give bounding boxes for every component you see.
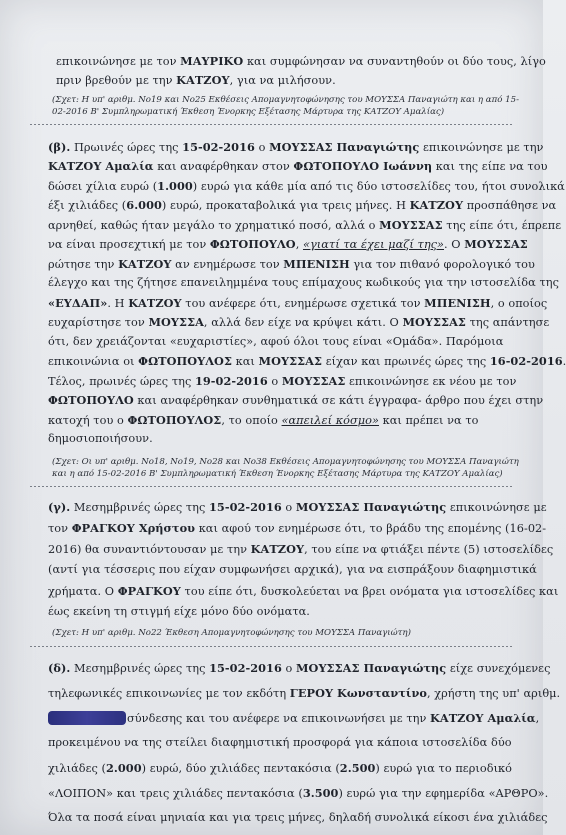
name-katzou: ΚΑΤΖΟΥ — [176, 73, 230, 87]
text-line — [48, 393, 543, 407]
text-run: τηλεφωνικές επικοινωνίες με τον εκδότη — [48, 687, 290, 700]
text-run: ότι, δεν χρειάζονται «ευχαριστίες», αφού όλοι τους είναι «Ομάδα». Παρόμοια — [48, 335, 504, 348]
name: ΚΑΤΖΟΥ — [118, 257, 172, 271]
text-run: . Ο — [444, 238, 465, 251]
text-line — [48, 761, 512, 775]
text-line — [48, 198, 556, 212]
quote-underlined: «απειλεί κόσμο» — [281, 414, 379, 427]
text-line — [48, 296, 547, 310]
text-run: ο — [281, 662, 296, 675]
text-line — [56, 54, 546, 68]
text-line — [48, 786, 548, 800]
text-run: και πρέπει να το — [378, 414, 479, 427]
name: ΜΟΥΣΣΑ — [148, 315, 204, 329]
date: 15-02-2016 — [209, 661, 282, 675]
text-run: να είναι προσεχτική με τον — [48, 238, 210, 251]
text-run: επικοινώνια οι — [48, 355, 139, 368]
text-line — [48, 521, 546, 535]
text-run: επικοινώνησε με τον — [56, 55, 181, 68]
name: ΦΡΑΓΚΟΥ — [117, 584, 181, 598]
text-run: , για να μιλήσουν. — [229, 74, 336, 87]
text-run: έως εκείνη τη στιγμή είχε μόνο δύο ονόματα. — [48, 605, 310, 618]
text-line — [48, 605, 310, 618]
text-run: επικοινώνησε με την — [419, 141, 544, 154]
amount: 1.000 — [157, 179, 193, 193]
text-line — [48, 335, 503, 348]
text-run: επικοινώνησε εκ νέου με τον — [345, 375, 517, 388]
name-mavrikos: ΜΑΥΡΙΚΟ — [180, 54, 244, 68]
text-run: , χρήστη της υπ' αριθμ. — [426, 687, 561, 700]
text-run: Μεσημβρινές ώρες της — [70, 662, 210, 675]
section-divider — [30, 124, 513, 125]
text-run: και τρεις χιλιάδες πεντακόσια ( — [113, 787, 303, 800]
name: ΚΑΤΖΟΥ — [250, 542, 305, 556]
item-label: (β). — [48, 140, 71, 154]
text-line — [48, 179, 565, 193]
name: ΜΟΥΣΣΑΣ Παναγιώτης — [295, 500, 447, 514]
text-run: «ΛΟΙΠΟΝ» — [48, 787, 114, 800]
name: ΜΟΥΣΣΑΣ — [402, 315, 466, 329]
name: ΜΠΕΝΙΣΗ — [424, 296, 491, 310]
text-line — [48, 374, 516, 388]
text-line — [48, 711, 539, 725]
text-line — [48, 257, 535, 271]
text-run: ) ευρώ, δύο χιλιάδες πεντακόσια ( — [141, 762, 340, 775]
item-label: (γ). — [48, 500, 71, 514]
name: ΦΩΤΟΠΟΥΛΟ — [209, 237, 296, 251]
reference-note: και η από 15-02-2016 Β' Συμπληρωματική Έκθεση Ένορκης Εξέτασης Μάρτυρα της ΚΑΤΖΟΥ Αμαλίας) — [52, 469, 503, 479]
text-run: Μεσημβρινές ώρες της — [70, 501, 210, 514]
text-line — [48, 563, 537, 576]
name: ΚΑΤΖΟΥ — [128, 296, 182, 310]
amount: 3.500 — [302, 786, 339, 800]
date: 15-02-2016 — [182, 140, 255, 154]
text-line — [48, 542, 553, 556]
text-run: , το οποίο — [221, 414, 282, 427]
text-run: και — [231, 355, 259, 368]
date: 19-02-2016 — [194, 374, 268, 388]
name: ΚΑΤΖΟΥ Αμαλία — [48, 159, 154, 173]
text-run: . — [544, 787, 549, 800]
amount: 2.000 — [105, 761, 142, 775]
text-line — [48, 315, 549, 329]
text-run: του είπε ότι, δυσκολεύεται να βρει ονόματα για ιστοσελίδες και — [180, 585, 559, 598]
text-run: προσπάθησε να — [463, 199, 557, 212]
text-run: 2016) θα συναντιόντουσαν με την — [48, 543, 251, 556]
text-line — [48, 811, 548, 824]
text-run: ) ευρώ, προκαταβολικά για τρεις μήνες. Η — [161, 199, 410, 212]
name: ΜΟΥΣΣΑΣ — [258, 354, 323, 368]
item-label: (δ). — [48, 661, 71, 675]
amount: 2.500 — [339, 761, 376, 775]
text-run: ο — [254, 141, 270, 154]
text-run: «ΑΡΘΡΟ» — [488, 787, 545, 800]
text-run: ο — [267, 375, 282, 388]
text-line — [48, 354, 566, 368]
text-line — [48, 159, 548, 173]
text-run: , του είπε να φτιάξει πέντε (5) ιστοσελίδες — [304, 543, 554, 556]
text-line — [48, 500, 547, 514]
text-run: της είπε ότι, έπρεπε — [442, 219, 562, 232]
date: 16-02-2016 — [489, 354, 563, 368]
text-run: σύνδεσης και του ανέφερε να επικοινωνήσει με την — [127, 712, 431, 725]
text-run: ευχαρίστησε τον — [48, 316, 149, 329]
amount: 6.000 — [126, 198, 162, 212]
text-run: προκειμένου να της στείλει διαφημιστική προσφορά για κάποια ιστοσελίδα δύο — [48, 736, 512, 749]
text-run: δώσει χίλια ευρώ ( — [48, 180, 158, 193]
text-line — [48, 218, 561, 232]
name: ΦΩΤΟΠΟΥΛΟ Ιωάννη — [293, 159, 433, 173]
text-run: (αντί για τέσσερις που είχαν συμφωνήσει αρχικά), για να εισπράξουν διαφημιστικά — [48, 563, 537, 576]
name: ΓΕΡΟΥ Κωνσταντίνο — [289, 686, 427, 700]
name: «ΕΥΔΑΠ» — [48, 296, 108, 310]
text-run: και συμφώνησαν να συναντηθούν οι δύο τους, λίγο — [243, 55, 546, 68]
text-run: και αναφέρθηκαν στον — [153, 160, 294, 173]
text-run: ο — [281, 501, 296, 514]
name: ΦΩΤΟΠΟΥΛΟ — [48, 393, 134, 407]
name: ΦΩΤΟΠΟΥΛΟΣ — [138, 354, 232, 368]
name: ΜΟΥΣΣΑΣ — [281, 374, 346, 388]
text-run: του ανέφερε ότι, ενημέρωσε σχετικά τον — [181, 297, 425, 310]
text-line — [48, 432, 153, 445]
text-line — [48, 276, 559, 289]
text-run: . Η — [107, 297, 129, 310]
text-run: έξι χιλιάδες ( — [48, 199, 127, 212]
text-run: αρνηθεί, καθώς ήταν μεγάλο το χρηματικό ποσό, αλλά ο — [48, 219, 380, 232]
text-run: και αναφέρθηκαν συνθηματικά σε κάτι έγγραφα- άρθρο που έχει στην — [133, 394, 544, 407]
text-line — [48, 237, 528, 251]
text-run: και της είπε να του — [432, 160, 548, 173]
text-run: είχε συνεχόμενες — [446, 662, 551, 675]
text-run: πριν βρεθούν με την — [56, 74, 177, 87]
text-run: κατοχή του ο — [48, 414, 128, 427]
name: ΜΟΥΣΣΑΣ Παναγιώτης — [296, 661, 447, 675]
text-run: για τον πιθανό φορολογικό του — [349, 258, 535, 271]
text-line — [48, 584, 558, 598]
reference-note: (Σχετ: Οι υπ' αριθμ. No18, No19, No28 και No38 Εκθέσεις Απομαγνητοφώνησης του ΜΟΥΣΣΑ Παναγιώτη — [52, 457, 519, 467]
name: ΚΑΤΖΟΥ Αμαλία — [430, 711, 536, 725]
name: ΜΟΥΣΣΑΣ Παναγιώτης — [269, 140, 420, 154]
text-run: έλεγχο και της ζήτησε επανειλημμένα τους επίμαχους κωδικούς για την ιστοσελίδα της — [48, 276, 559, 289]
text-run: δημοσιοποιήσουν. — [48, 432, 153, 445]
text-run: χιλιάδες ( — [48, 762, 106, 775]
text-line — [48, 413, 479, 427]
text-run: ρώτησε την — [48, 258, 119, 271]
text-line — [48, 686, 560, 700]
text-run: αν ενημέρωσε τον — [171, 258, 284, 271]
text-run: , — [295, 238, 303, 251]
text-line — [56, 73, 336, 87]
text-run: Τέλος, πρωινές ώρες της — [48, 375, 195, 388]
reference-note: 02-2016 Β' Συμπληρωματική Έκθεση Ένορκης Εξέτασης Μάρτυρα της ΚΑΤΖΟΥ Αμαλίας) — [52, 107, 445, 117]
text-run: και αφού τον ενημέρωσε ότι, το βράδυ της επομένης (16-02- — [195, 522, 547, 535]
text-run: της απάντησε — [465, 316, 550, 329]
section-divider — [30, 486, 513, 487]
text-line — [48, 140, 543, 154]
text-run: , — [535, 712, 540, 725]
text-run: , αλλά δεν είχε να κρύψει κάτι. Ο — [203, 316, 403, 329]
date: 15-02-2016 — [209, 500, 282, 514]
text-run: , ο οποίος — [490, 297, 548, 310]
text-run: Πρωινές ώρες της — [70, 141, 183, 154]
redaction-mark — [48, 711, 126, 725]
text-line — [48, 661, 550, 675]
reference-note: (Σχετ: Η υπ' αριθμ. No22 Έκθεση Απομαγνητοφώνησης του ΜΟΥΣΣΑ Παναγιώτη) — [52, 628, 411, 638]
text-run: επικοινώνησε με — [446, 501, 547, 514]
name: ΜΟΥΣΣΑΣ — [464, 237, 528, 251]
text-run: χρήματα. Ο — [48, 585, 118, 598]
text-run: τον — [48, 522, 72, 535]
text-run: ) ευρώ για την εφημερίδα — [338, 787, 489, 800]
reference-note: (Σχετ: Η υπ' αριθμ. No19 και No25 Εκθέσεις Απομαγνητοφώνησης του ΜΟΥΣΣΑ Παναγιώτη και η από 15- — [52, 95, 520, 105]
text-line — [48, 736, 512, 749]
text-run: . — [562, 355, 566, 368]
name: ΚΑΤΖΟΥ — [409, 198, 464, 212]
text-run: ) ευρώ για το περιοδικό — [375, 762, 513, 775]
name: ΦΡΑΓΚΟΥ Χρήστου — [71, 521, 196, 535]
text-run: Όλα τα ποσά είναι μηνιαία και για τρεις μήνες, δηλαδή συνολικά είκοσι ένα χιλιάδες — [48, 811, 548, 824]
quote-underlined: «γιατί τα έχει μαζί της» — [302, 238, 445, 251]
name: ΜΠΕΝΙΣΗ — [283, 257, 350, 271]
text-run: είχαν και πρωινές ώρες της — [322, 355, 490, 368]
section-divider — [30, 646, 513, 647]
name: ΦΩΤΟΠΟΥΛΟΣ — [127, 413, 222, 427]
name: ΜΟΥΣΣΑΣ — [379, 218, 443, 232]
text-run: ) ευρώ για κάθε μία από τις δύο ιστοσελίδες του, ήτοι συνολικά — [192, 180, 565, 193]
